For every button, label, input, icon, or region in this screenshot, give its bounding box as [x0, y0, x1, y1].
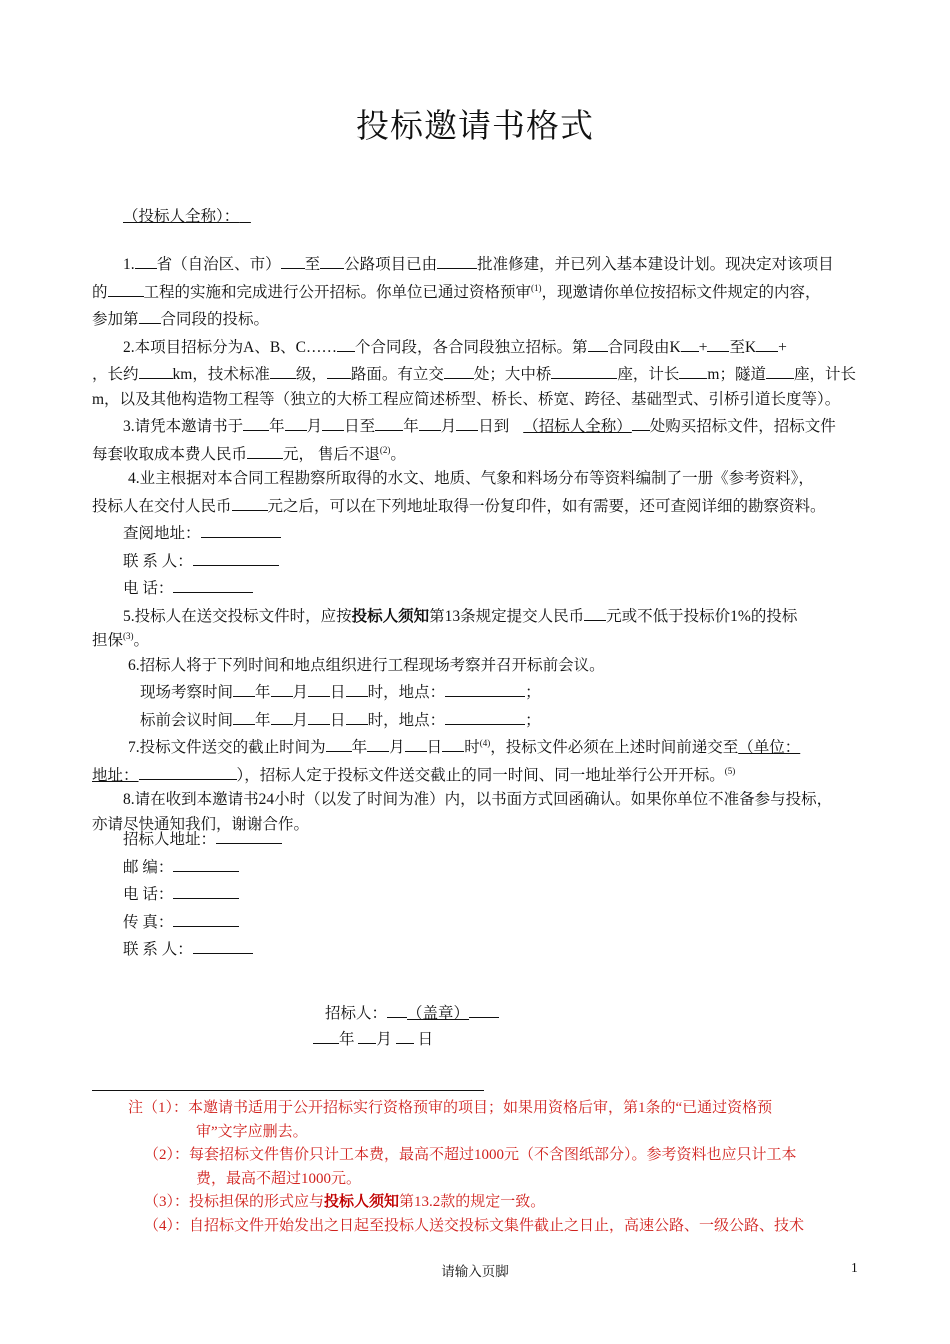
addressee: （投标人全称）：	[123, 208, 240, 225]
page-title: 投标邀请书格式	[356, 109, 594, 145]
footnote-separator	[92, 1090, 484, 1091]
paragraph-5: 5.投标人在送交投标文件时，应按投标人须知第13条规定提交人民币 元或不低于投标价1%的投标 担保$^{(3)}$。	[92, 602, 862, 654]
signature-line: 招标人： （盖章）	[325, 999, 499, 1023]
tenderer-contact: 联 系 人：	[123, 935, 282, 963]
tenderer-address: 招标人地址：	[123, 825, 282, 853]
footnotes	[92, 1097, 862, 1238]
pre-bid-meeting-line: 标前会议时间 年 月 日 时，地点： ；	[92, 706, 862, 734]
addressee-line	[123, 204, 251, 226]
note-1-line-1: 注（1）：本邀请书适用于公开招标实行资格预审的项目；如果用资格后审，第1条的“已通过资格预	[128, 1100, 773, 1116]
lookup-contact: 联 系 人：	[92, 547, 862, 575]
paragraph-3: 3.请凭本邀请书于 年 月 日至 年 月 日到 （招标人全称） 处购买招标文件，招标文件 每套收取成本费人民币 元， 售后不退$^{(2)}$。	[92, 412, 862, 467]
note-3: （3）：投标担保的形式应与投标人须知第13.2款的规定一致。	[144, 1194, 546, 1210]
note-1-line-2: 审”文字应删去。	[196, 1123, 308, 1140]
note-2-line-1: （2）：每套招标文件售价只计工本费，最高不超过1000元（不含图纸部分）。参考资料也应只计工本	[144, 1147, 797, 1163]
letter-body	[92, 250, 862, 837]
paragraph-1: 1. 省（自治区、市） 至 公路项目已由 批准修建，并已列入基本建设计划。现决定对该项目 的 工程的实施和完成进行公开招标。你单位已通过资格预审$^{(1)}$，现邀请你单位按招标文件规定的内容， 参加第 合同段的投标。	[92, 250, 862, 333]
paragraph-7: 7.投标文件送交的截止时间为 年 月 日 时$^{(4)}$，投标文件必须在上述时间前递交至（单位： 地址： ），招标人定于投标文件送交截止的同一时间、同一地址举行公开开标。$^{(5)}$	[92, 733, 862, 788]
paragraph-6: 6.招标人将于下列时间和地点组织进行工程现场考察并召开标前会议。	[128, 656, 605, 674]
lookup-phone: 电 话：	[92, 574, 862, 602]
tenderer-contact-block	[123, 825, 282, 963]
paragraph-8: 8.请在收到本邀请书24小时（以发了时间为准）内，以书面方式回函确认。如果你单位不准备参与投标， 亦请尽快通知我们，谢谢合作。	[92, 791, 833, 833]
signature-date: 年 月 日	[313, 1025, 433, 1049]
tenderer-postcode: 邮 编：	[123, 853, 282, 881]
page-footer[interactable]: 请输入页脚	[441, 1264, 509, 1279]
note-2-line-2: 费，最高不超过1000元。	[196, 1170, 362, 1187]
paragraph-2: 2.本项目招标分为A、B、C…… 个合同段，各合同段独立招标。第 合同段由K + 至K + ，长约 km，技术标准 级， 路面。有立交 处；大中桥 座，计长 m；隧道 座，计长 m，以及其他构造物工程等（独立的大桥工程应简述桥型、桥长、桥宽、跨径、基础型式、引桥引道长度等）。	[92, 333, 862, 413]
page-number: 1	[851, 1260, 858, 1275]
tenderer-fax: 传 真：	[123, 908, 282, 936]
tenderer-phone: 电 话：	[123, 880, 282, 908]
lookup-address: 查阅地址：	[92, 519, 862, 547]
site-visit-line: 现场考察时间 年 月 日 时，地点： ；	[92, 678, 862, 706]
paragraph-4: 4.业主根据对本合同工程勘察所取得的水文、地质、气象和料场分布等资料编制了一册《参考资料》， 投标人在交付人民币 元之后，可以在下列地址取得一份复印件，如有需要，还可查阅详细的勘察资料。	[92, 470, 826, 515]
note-4: （4）：自招标文件开始发出之日起至投标人送交投标文集件截止之日止，高速公路、一级公路、技术	[144, 1217, 805, 1234]
